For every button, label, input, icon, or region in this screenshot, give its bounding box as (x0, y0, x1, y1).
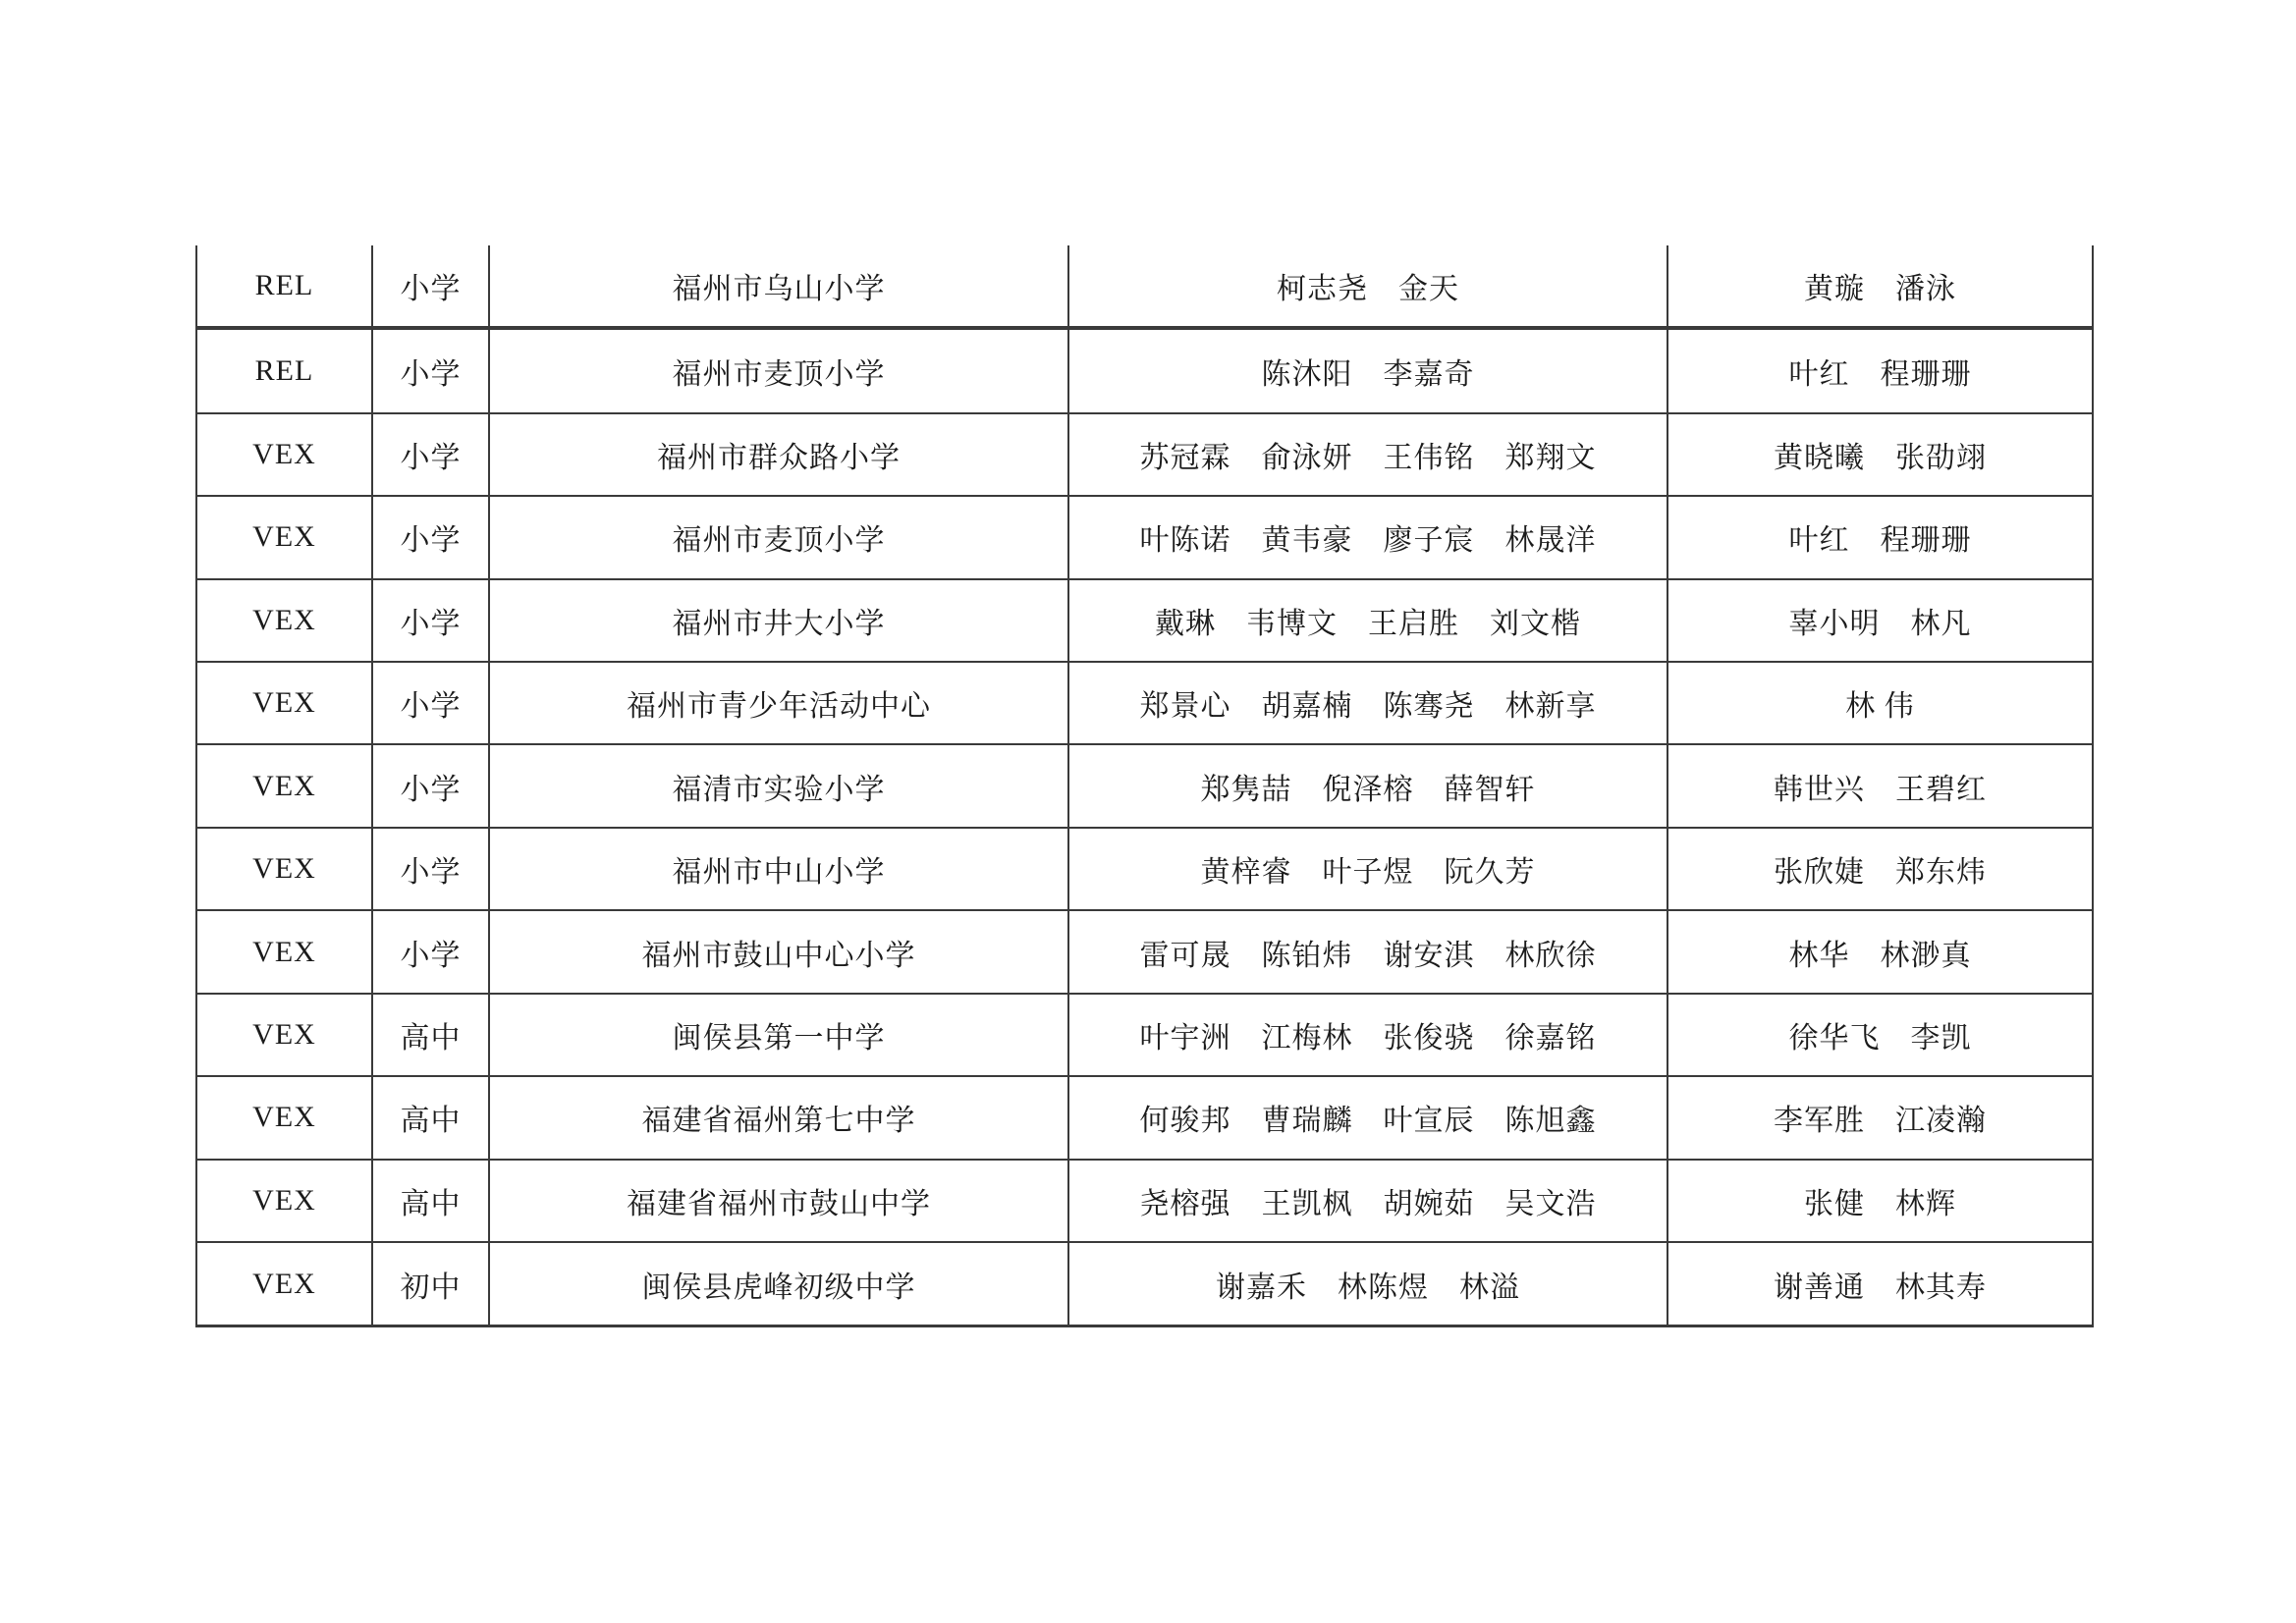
cell-school-name: 福州市青少年活动中心 (489, 662, 1068, 744)
cell-school-level: 高中 (372, 994, 489, 1076)
cell-school-level: 小学 (372, 245, 489, 328)
cell-event-name: VEX (196, 579, 372, 662)
table-row (196, 579, 2093, 662)
cell-event-name: VEX (196, 1242, 372, 1325)
cell-teacher-names: 韩世兴 王碧红 (1667, 744, 2093, 827)
table-row (196, 994, 2093, 1076)
award-results-table (195, 245, 2094, 1327)
cell-student-names: 戴琳 韦博文 王启胜 刘文楷 (1068, 579, 1667, 662)
cell-student-names: 苏冠霖 俞泳妍 王伟铭 郑翔文 (1068, 413, 1667, 496)
cell-school-name: 福州市鼓山中心小学 (489, 910, 1068, 993)
table-row (196, 828, 2093, 910)
cell-school-level: 小学 (372, 828, 489, 910)
cell-school-level: 小学 (372, 744, 489, 827)
table-row (196, 1076, 2093, 1159)
cell-student-names: 陈沐阳 李嘉奇 (1068, 328, 1667, 412)
cell-school-level: 初中 (372, 1242, 489, 1325)
cell-teacher-names: 徐华飞 李凯 (1667, 994, 2093, 1076)
cell-student-names: 郑隽喆 倪泽榕 薛智轩 (1068, 744, 1667, 827)
cell-school-name: 福州市乌山小学 (489, 245, 1068, 328)
cell-teacher-names: 林华 林渺真 (1667, 910, 2093, 993)
cell-student-names: 叶宇洲 江梅林 张俊骁 徐嘉铭 (1068, 994, 1667, 1076)
cell-school-level: 小学 (372, 910, 489, 993)
cell-event-name: REL (196, 245, 372, 328)
cell-teacher-names: 叶红 程珊珊 (1667, 328, 2093, 412)
cell-event-name: VEX (196, 413, 372, 496)
cell-teacher-names: 辜小明 林凡 (1667, 579, 2093, 662)
cell-student-names: 黄梓睿 叶子煜 阮久芳 (1068, 828, 1667, 910)
cell-school-name: 闽侯县虎峰初级中学 (489, 1242, 1068, 1325)
cell-event-name: VEX (196, 1160, 372, 1242)
cell-school-name: 闽侯县第一中学 (489, 994, 1068, 1076)
table-row (196, 662, 2093, 744)
cell-event-name: VEX (196, 662, 372, 744)
cell-school-name: 福州市井大小学 (489, 579, 1068, 662)
cell-teacher-names: 李军胜 江凌瀚 (1667, 1076, 2093, 1159)
cell-school-name: 福清市实验小学 (489, 744, 1068, 827)
cell-event-name: REL (196, 328, 372, 412)
table-row (196, 413, 2093, 496)
table-row (196, 245, 2093, 328)
table-row (196, 744, 2093, 827)
cell-school-level: 小学 (372, 662, 489, 744)
award-table-body (196, 245, 2093, 1326)
cell-event-name: VEX (196, 910, 372, 993)
cell-school-name: 福建省福州第七中学 (489, 1076, 1068, 1159)
cell-teacher-names: 张健 林辉 (1667, 1160, 2093, 1242)
cell-event-name: VEX (196, 1076, 372, 1159)
cell-student-names: 郑景心 胡嘉楠 陈骞尧 林新享 (1068, 662, 1667, 744)
cell-teacher-names: 谢善通 林其寿 (1667, 1242, 2093, 1325)
cell-event-name: VEX (196, 744, 372, 827)
table-row (196, 1242, 2093, 1325)
cell-school-level: 高中 (372, 1160, 489, 1242)
cell-school-name: 福州市麦顶小学 (489, 496, 1068, 578)
cell-event-name: VEX (196, 994, 372, 1076)
cell-student-names: 柯志尧 金天 (1068, 245, 1667, 328)
cell-student-names: 尧榕强 王凯枫 胡婉茹 吴文浩 (1068, 1160, 1667, 1242)
cell-school-name: 福州市麦顶小学 (489, 328, 1068, 412)
table-row (196, 328, 2093, 412)
cell-school-level: 小学 (372, 496, 489, 578)
cell-school-level: 小学 (372, 413, 489, 496)
cell-school-level: 高中 (372, 1076, 489, 1159)
cell-teacher-names: 张欣婕 郑东炜 (1667, 828, 2093, 910)
cell-student-names: 谢嘉禾 林陈煜 林溢 (1068, 1242, 1667, 1325)
cell-school-name: 福州市群众路小学 (489, 413, 1068, 496)
table-row (196, 910, 2093, 993)
cell-student-names: 何骏邦 曹瑞麟 叶宣辰 陈旭鑫 (1068, 1076, 1667, 1159)
table-row (196, 1160, 2093, 1242)
cell-teacher-names: 黄晓曦 张劭翊 (1667, 413, 2093, 496)
cell-school-name: 福建省福州市鼓山中学 (489, 1160, 1068, 1242)
cell-student-names: 叶陈诺 黄韦豪 廖子宸 林晟洋 (1068, 496, 1667, 578)
cell-teacher-names: 叶红 程珊珊 (1667, 496, 2093, 578)
cell-school-level: 小学 (372, 579, 489, 662)
cell-school-level: 小学 (372, 328, 489, 412)
table-row (196, 496, 2093, 578)
cell-teacher-names: 黄璇 潘泳 (1667, 245, 2093, 328)
cell-event-name: VEX (196, 828, 372, 910)
cell-event-name: VEX (196, 496, 372, 578)
cell-teacher-names: 林 伟 (1667, 662, 2093, 744)
cell-student-names: 雷可晟 陈铂炜 谢安淇 林欣徐 (1068, 910, 1667, 993)
cell-school-name: 福州市中山小学 (489, 828, 1068, 910)
